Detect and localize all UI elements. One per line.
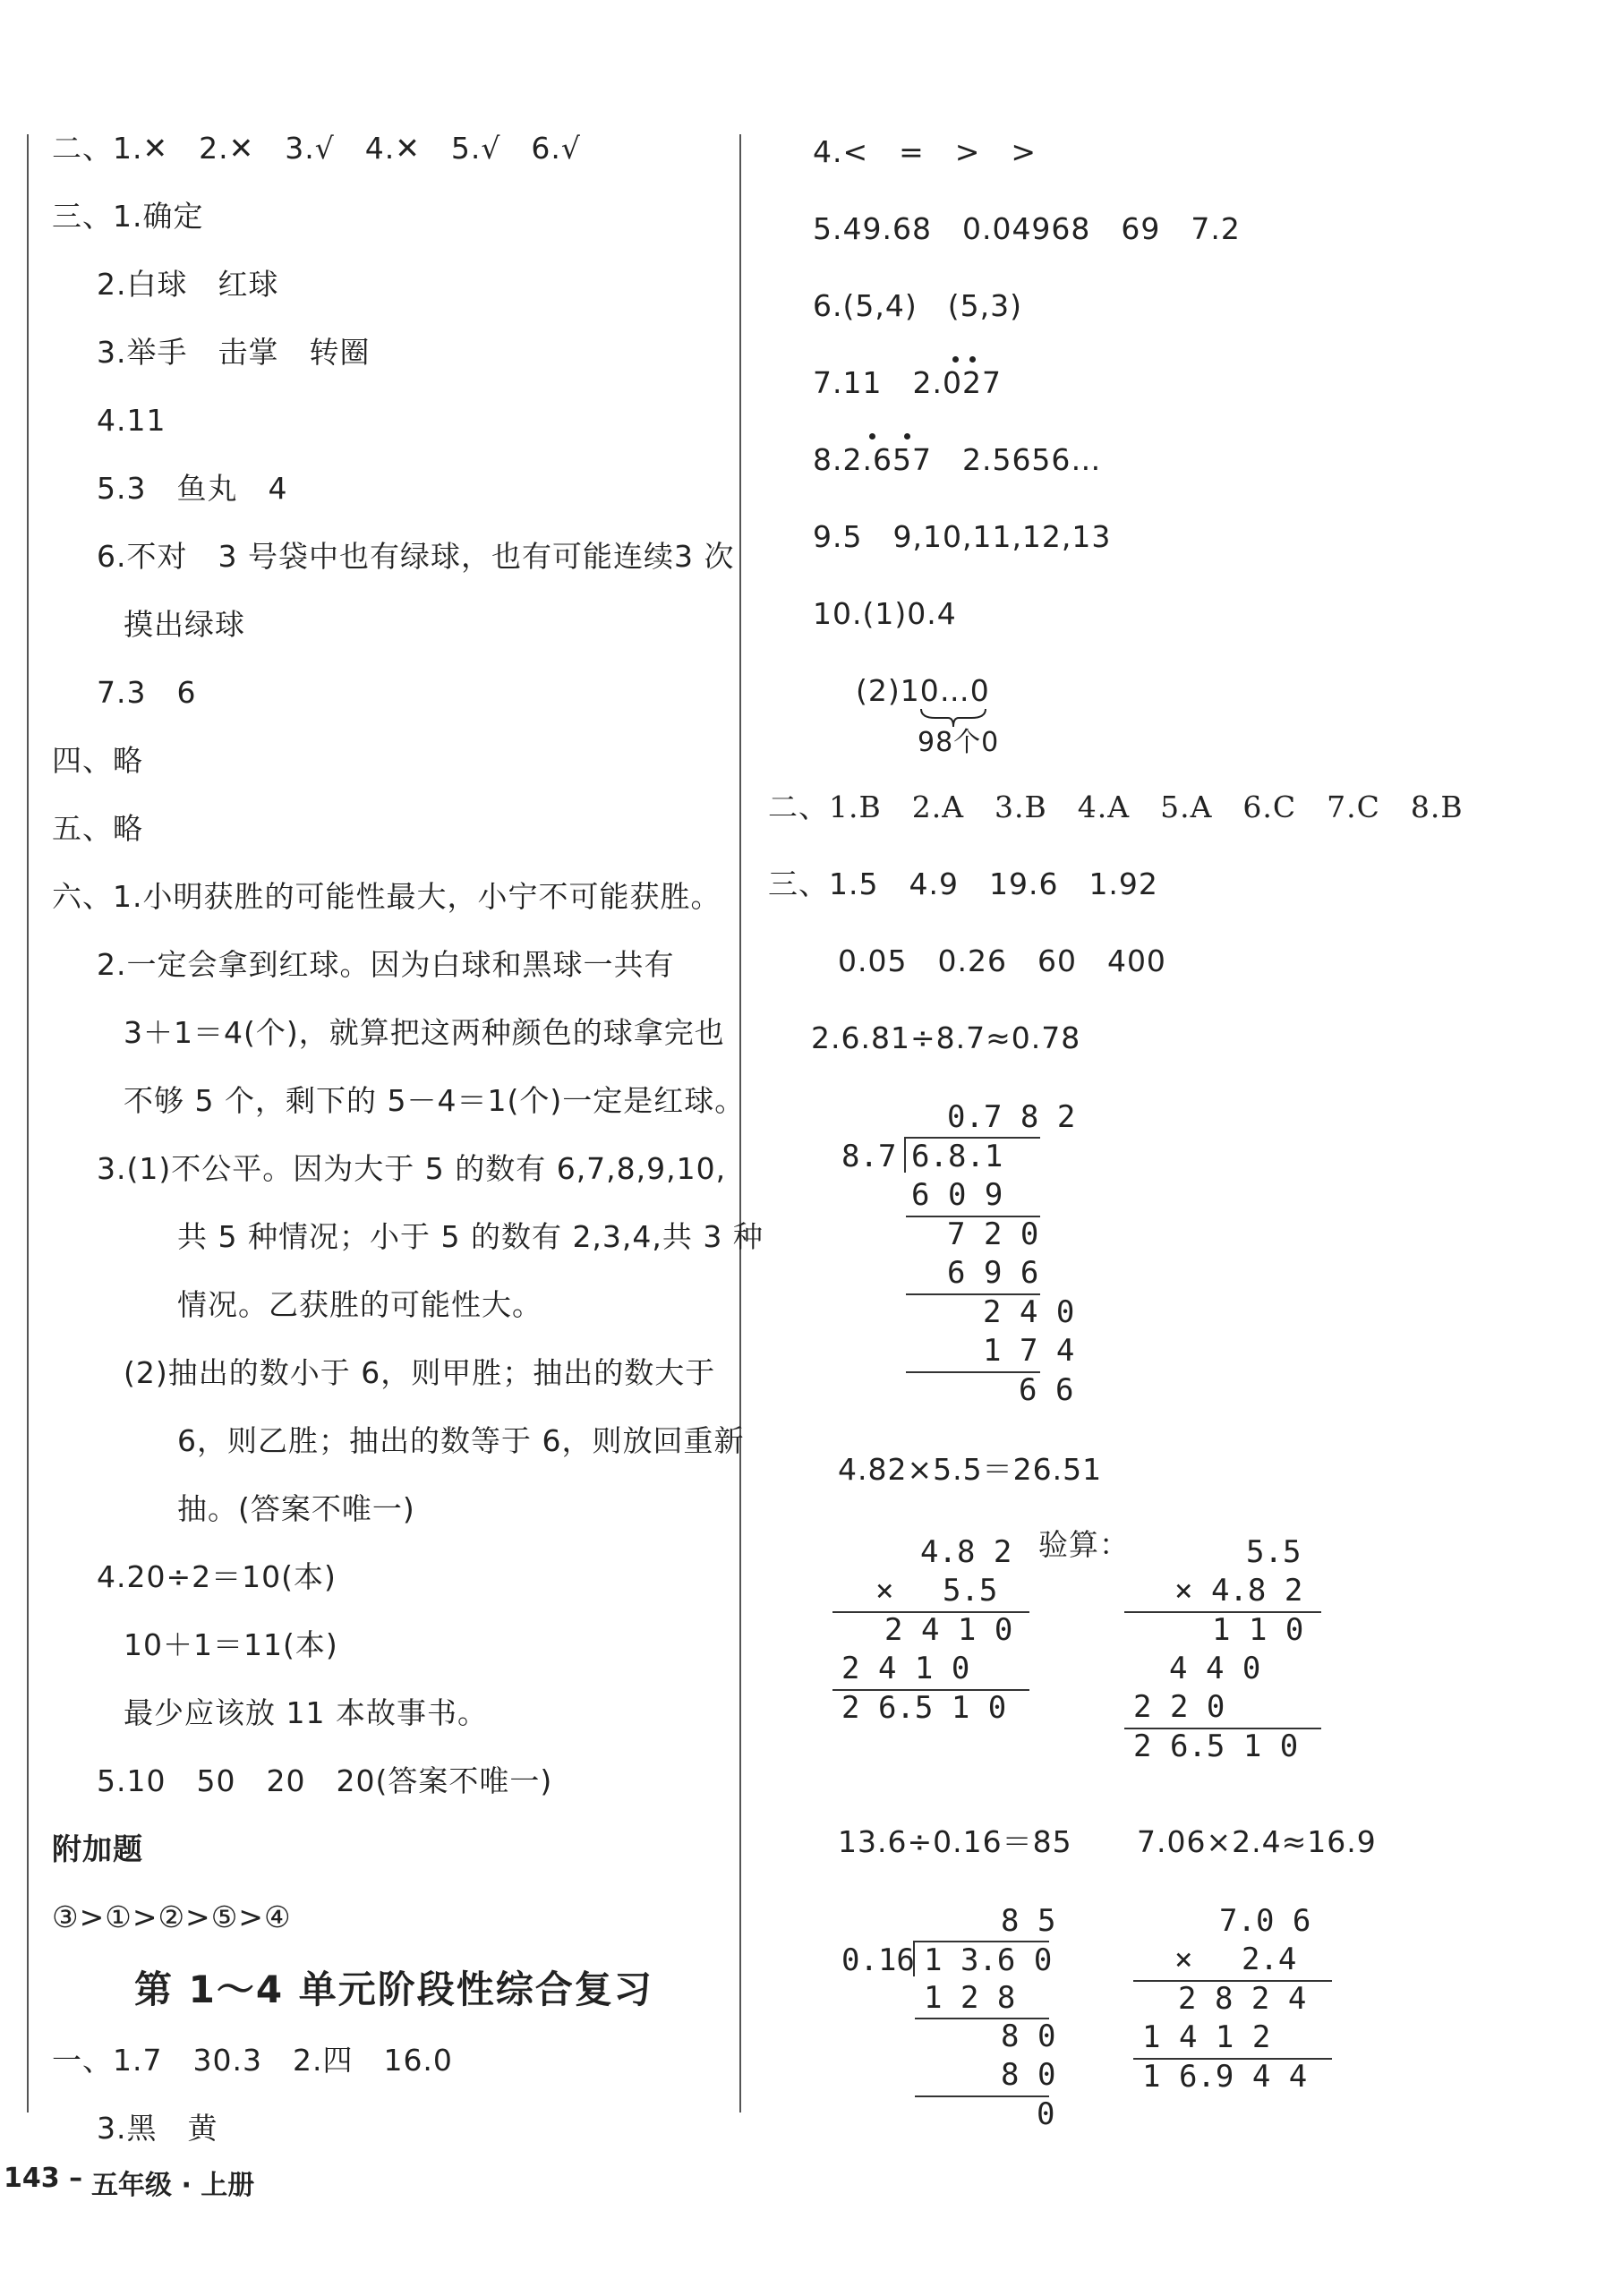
step: 7 2 0	[947, 1216, 1039, 1252]
answer-line: (2)10…0	[856, 673, 990, 708]
answer-line: 13.6÷0.16＝85	[838, 1824, 1072, 1859]
answer-line: 一、1.7 30.3 2.四 16.0	[52, 2043, 453, 2078]
step: 1 7 4	[983, 1333, 1075, 1369]
answer-line: 2.白球 红球	[97, 267, 279, 302]
answer-line: 2.一定会拿到红球。因为白球和黑球一共有	[97, 947, 675, 982]
page-number-dash: –	[59, 2163, 83, 2194]
column-divider	[739, 134, 741, 2112]
answer-line: 不够 5 个，剩下的 5－4＝1(个)一定是红球。	[124, 1083, 746, 1118]
left-margin-rule	[27, 134, 29, 2112]
division-bracket	[904, 1137, 906, 1173]
answer-line: 4.< = > >	[813, 134, 1037, 169]
divisor: 8.7	[841, 1139, 897, 1174]
answer-line: 4.82×5.5＝26.51	[838, 1452, 1103, 1487]
product: 2 6.5 1 0	[841, 1690, 1007, 1726]
answer-line: 共 5 种情况；小于 5 的数有 2,3,4,共 3 种	[177, 1219, 764, 1254]
answer-line: 二、1.B 2.A 3.B 4.A 5.A 6.C 7.C 8.B	[768, 790, 1464, 824]
book-label: 五年级 · 上册	[91, 2170, 255, 2201]
partial-product: 2 2 0	[1133, 1689, 1225, 1725]
answer-line: 6.(5,4) (5,3)	[813, 288, 1022, 323]
section-heading: 第 1～4 单元阶段性综合复习	[134, 1967, 653, 2011]
product: 2 6.5 1 0	[1133, 1728, 1299, 1764]
dividend: 1 3.6 0	[924, 1942, 1053, 1978]
answer-line: 7.11 2.027	[813, 365, 1002, 400]
answer-line: 5.10 50 20 20(答案不唯一)	[97, 1763, 553, 1798]
vertical-multiplication	[832, 1534, 1038, 1731]
repeating-decimal-dot	[869, 433, 875, 440]
step: 8 0	[1001, 2019, 1056, 2054]
answer-line: 三、1.确定	[52, 199, 204, 234]
quotient: 8 5	[1001, 1903, 1056, 1939]
answer-line: 摸出绿球	[124, 607, 245, 642]
factor: × 4.8 2	[1174, 1573, 1303, 1609]
answer-line: 2.6.81÷8.7≈0.78	[811, 1020, 1081, 1055]
partial-product: 4 4 0	[1169, 1651, 1261, 1686]
partial-product: 1 4 1 2	[1142, 2019, 1271, 2055]
answer-line: 三、1.5 4.9 19.6 1.92	[768, 866, 1158, 901]
answer-line: 6，则乙胜；抽出的数等于 6，则放回重新	[177, 1423, 745, 1458]
factor: 7.0 6	[1219, 1903, 1311, 1939]
repeating-decimal-dot	[952, 356, 959, 363]
answer-line: 六、1.小明获胜的可能性最大，小宁不可能获胜。	[52, 879, 721, 914]
answer-line: 抽。(答案不唯一)	[177, 1491, 415, 1526]
vertical-multiplication-check	[1124, 1534, 1330, 1767]
page-number	[4, 2163, 82, 2194]
answer-line: 8.2.657 2.5656…	[813, 442, 1102, 477]
long-division	[841, 1099, 1110, 1408]
answer-line: 3.黑 黄	[97, 2111, 218, 2146]
answer-line: (2)抽出的数小于 6，则甲胜；抽出的数大于	[124, 1355, 716, 1390]
brace-label: 98个0	[918, 727, 1000, 758]
answer-line: 5.3 鱼丸 4	[97, 471, 288, 506]
repeating-decimal-dot	[969, 356, 976, 363]
answer-line: 情况。乙获胜的可能性大。	[177, 1287, 542, 1322]
step-line	[915, 2095, 1049, 2097]
answer-line: 10.(1)0.4	[813, 596, 957, 631]
step: 8 0	[1001, 2057, 1056, 2093]
answer-line: 5.49.68 0.04968 69 7.2	[813, 211, 1241, 246]
long-division	[841, 1903, 1074, 2145]
answer-line: 10＋1＝11(本)	[124, 1627, 338, 1662]
dividend: 6.8.1	[911, 1139, 1003, 1174]
factor: × 5.5	[875, 1573, 998, 1609]
answer-line: 四、略	[52, 743, 143, 778]
answer-line: 6.不对 3 号袋中也有绿球，也有可能连续3 次	[97, 539, 735, 574]
remainder: 6 6	[1019, 1372, 1074, 1408]
answer-line: 最少应该放 11 本故事书。	[124, 1695, 488, 1730]
answer-line: 7.3 6	[97, 675, 197, 710]
step: 1 2 8	[924, 1980, 1016, 2016]
partial-product: 2 4 1 0	[841, 1651, 970, 1686]
factor: 4.8 2	[920, 1534, 1012, 1570]
product: 1 6.9 4 4	[1142, 2059, 1308, 2095]
step: 6 9 6	[947, 1255, 1039, 1291]
quotient: 0.7 8 2	[947, 1099, 1076, 1135]
step: 2 4 0	[983, 1294, 1075, 1330]
check-label: 验算：	[1038, 1527, 1130, 1562]
factor: × 2.4	[1174, 1942, 1297, 1977]
partial-product: 2 8 2 4	[1178, 1981, 1307, 2017]
answer-line: 二、1.✕ 2.✕ 3.√ 4.✕ 5.√ 6.√	[52, 131, 581, 166]
vertical-multiplication	[1133, 1903, 1339, 2109]
answer-line: 7.06×2.4≈16.9	[1137, 1824, 1377, 1859]
answer-line: 3.(1)不公平。因为大于 5 的数有 6,7,8,9,10,	[97, 1151, 727, 1186]
answer-line: 0.05 0.26 60 400	[838, 943, 1166, 978]
divisor: 0.16	[841, 1942, 915, 1978]
step: 6 0 9	[911, 1177, 1003, 1213]
answer-line: 3＋1＝4(个)，就算把这两种颜色的球拿完也	[124, 1015, 725, 1050]
partial-product: 2 4 1 0	[884, 1612, 1013, 1648]
answer-line: 五、略	[52, 811, 143, 846]
answer-line: 3.举手 击掌 转圈	[97, 335, 371, 370]
answer-line: 4.20÷2＝10(本)	[97, 1559, 337, 1594]
page-number-value: 143	[4, 2163, 60, 2194]
answer-line: ③>①>②>⑤>④	[52, 1899, 292, 1934]
section-label: 附加题	[52, 1831, 143, 1866]
remainder: 0	[1037, 2096, 1055, 2132]
factor: 5.5	[1246, 1534, 1302, 1570]
partial-product: 1 1 0	[1212, 1612, 1304, 1648]
answer-line: 4.11	[97, 403, 166, 438]
answer-line: 9.5 9,10,11,12,13	[813, 519, 1112, 554]
repeating-decimal-dot	[904, 433, 910, 440]
